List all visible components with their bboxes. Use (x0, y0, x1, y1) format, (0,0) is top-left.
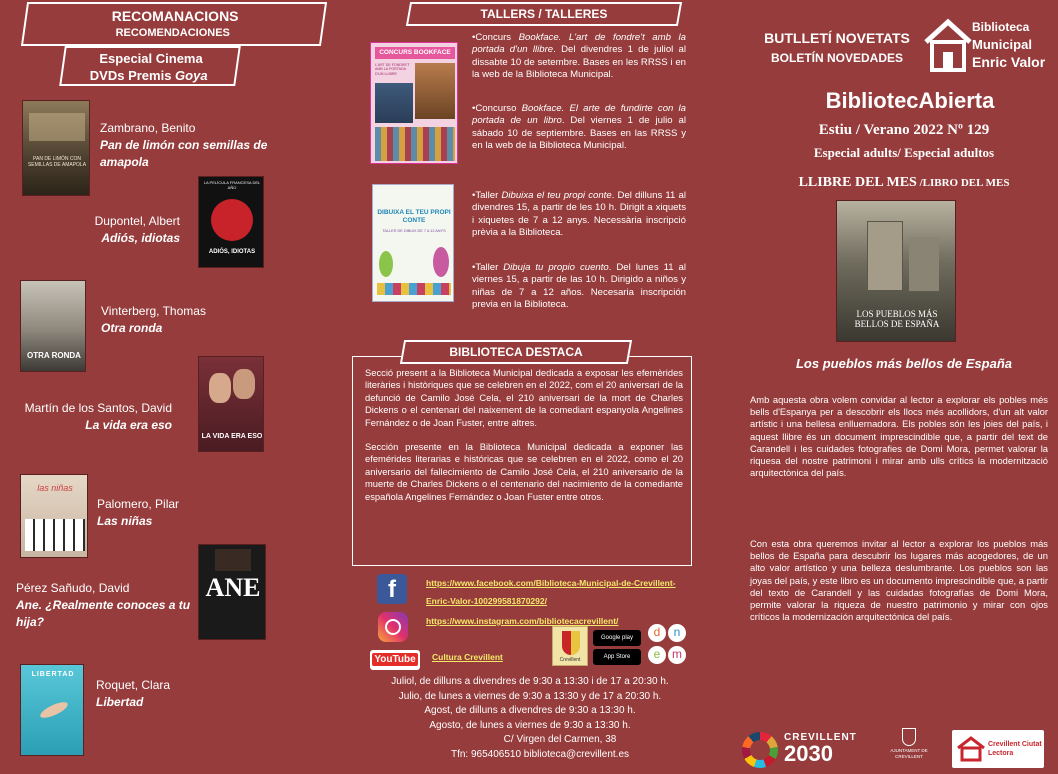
goya-subtitle: DVDs Premis Goya (89, 68, 208, 83)
facebook-icon[interactable]: f (377, 574, 407, 604)
draw-story-poster[interactable] (372, 184, 454, 302)
address: C/ Virgen del Carmen, 38 (503, 734, 617, 745)
featured-text-es: Sección presente en la Biblioteca Municipal dedicada a exponer las efemérides literarias e históricas que se celebren en el 2022, como el 20 aniversario del fallecimiento de Camilo José Cela, el 210 aniversario de la muerte de Charles Dickens o el centenario del nacimiento de la comediante española Angelines Fernández o Joan Fuster entre otros. (365, 441, 683, 502)
book-cover-text: LOS PUEBLOS MÁS BELLOS DE ESPAÑA (854, 309, 940, 329)
workshop-item: •Taller Dibuixa el teu propi conte. Del dilluns 11 al divendres 15, a partir de les 10 h. Dirigit a xiquets i xiquetes de 7 a 12 anys. Necessària inscripció prèvia a la Biblioteca. (472, 190, 686, 239)
film-cover-ane[interactable] (198, 544, 266, 640)
dnem-letter: n (668, 624, 686, 642)
featured-box (352, 356, 692, 566)
cinema-banner (59, 46, 241, 86)
ajuntament-logo (884, 726, 934, 770)
workshops-title: TALLERS / TALLERES (480, 7, 608, 21)
workshop-item: •Concurso Bookface. El arte de fundirte con la portada de un libro. Del viernes 1 de julio al sábado 10 de septiembre. Bases en las RRSS y en la web de la Biblioteca Municipal. (472, 103, 687, 152)
logo-line: Biblioteca (972, 20, 1030, 34)
cover-text: OTRA RONDA (27, 351, 81, 360)
cover-text: ADIÓS, IDIOTAS (208, 249, 256, 255)
cover-text: PAN DE LIMÓN CON SEMILLAS DE AMAPOLA (27, 156, 87, 168)
library-house-icon (922, 16, 974, 74)
cover-text: LIBERTAD (31, 671, 75, 678)
film-cover-pan-de-limon[interactable] (22, 100, 90, 196)
recommendations-title-es: RECOMENDACIONES (115, 27, 230, 39)
film-title: Otra ronda (101, 321, 163, 335)
film-author: Pérez Sañudo, David Ane. ¿Realmente conoces a tu hija? (16, 581, 191, 629)
hours-line: Agost, de dilluns a divendres de 9:30 a 13:30 h. (424, 705, 636, 716)
featured-banner (400, 340, 632, 364)
footer-crevillent: CREVILLENT (784, 732, 857, 743)
google-play-badge[interactable]: Google play (593, 630, 641, 646)
cover-text: ANE (205, 573, 261, 602)
film-cover-la-vida-era-eso[interactable] (198, 356, 264, 452)
season-line: Estiu / Verano 2022 Nº 129 (818, 122, 990, 138)
crevillent-crest-icon (552, 626, 588, 666)
book-of-month-title: Los pueblos más bellos de España (795, 356, 1012, 371)
poster-title: DIBUIXA EL TEU PROPI CONTE (377, 209, 451, 224)
instagram-icon[interactable] (378, 612, 408, 642)
film-cover-otra-ronda[interactable] (20, 280, 86, 372)
workshop-item: •Taller Dibuja tu propio cuento. Del lunes 11 al viernes 15, a partir de las 10 h. Dirigido a niños y niñas de 7 a 12 años. Necesaria inscripción previa en la Biblioteca. (472, 262, 686, 311)
library-logo (922, 16, 1050, 76)
facebook-link[interactable]: https://www.facebook.com/Biblioteca-Municipal-de-Crevillent-Enric-Valor-100299581870292/ (426, 578, 676, 606)
cover-text: las niñas (37, 483, 73, 493)
youtube-link[interactable]: Cultura Crevillent (432, 652, 503, 662)
cinema-subtitle: Especial Cinema (99, 51, 203, 66)
film-title: Adiós, idiotas (101, 231, 180, 245)
opening-hours (350, 675, 710, 762)
footer-2030: 2030 (784, 741, 833, 766)
film-author: Roquet, Clara Libertad (96, 677, 276, 711)
crest-label: Crevillent (559, 657, 581, 663)
youtube-wordmark: YouTube (374, 654, 416, 665)
film-author: Vinterberg, Thomas Otra ronda (101, 303, 281, 337)
dnem-logo[interactable] (646, 624, 690, 666)
brand-title: BibliotecAbierta (825, 88, 995, 113)
recommendations-title-val: RECOMANACIONS (111, 8, 239, 24)
poster-title: CONCURS BOOKFACE (375, 47, 455, 59)
newsletter-title-es: BOLETÍN NOVEDADES (770, 51, 903, 65)
film-author: Martín de los Santos, David La vida era eso (16, 400, 172, 434)
audience-line: Especial adults/ Especial adultos (813, 145, 995, 160)
film-author: Palomero, Pilar Las niñas (97, 496, 277, 530)
poster-subtitle: L'ART DE FONDRE'T AMB LA PORTADA D'UN LLIBRE (375, 63, 410, 76)
hours-line: Agosto, de lunes a viernes de 9:30 a 13:30 h. (429, 719, 631, 731)
cover-top-text: LA PELÍCULA FRANCESA DEL AÑO (203, 180, 261, 190)
film-author: Zambrano, Benito Pan de limón con semillas de amapola (100, 120, 280, 171)
facebook-link-wrap (426, 573, 676, 609)
logo-line: Municipal (972, 37, 1032, 52)
instagram-link[interactable]: https://www.instagram.com/bibliotecacrevillent/ (426, 616, 619, 626)
logo-line: Enric Valor (972, 54, 1046, 70)
youtube-icon[interactable] (370, 650, 420, 670)
workshop-item: •Concurs Bookface. L'art de fondre't amb la portada d'un llibre. Del divendres 1 de juliol al dissabte 10 de setembre. Bases en les RRSS i en la web de la Biblioteca Municipal. (472, 32, 687, 81)
book-description-es: Con esta obra queremos invitar al lector a explorar los pueblos más bellos de España para descubrir los lugares más acogedores, de un alto valor artístico y una belleza deslumbrante. Los pueblos son las joyas del país, y este libro es un documento imprescindible que, a partir del texto de Carandell y las cuidadas fotografías de Domi Mora, permite valorar la riqueza de nuestro patrimonio y mirar con ojos críticos la modernización arquitectónica del país. (750, 538, 1048, 623)
contact: Tfn: 965406510 biblioteca@crevillent.es (450, 748, 630, 760)
film-title: Ane. ¿Realmente conoces a tu hija? (16, 598, 191, 629)
hours-line: Julio, de lunes a viernes de 9:30 a 13:30 y de 17 a 20:30 h. (398, 690, 662, 702)
instagram-link-wrap (426, 611, 676, 629)
poster-subtitle: TALLER DE DIBUIX DE 7 A 12 ANYS (382, 229, 446, 233)
film-title: La vida era eso (85, 418, 172, 432)
crevillent-2030-logo (742, 728, 866, 770)
dnem-letter: m (668, 646, 686, 664)
app-store-badge[interactable]: App Store (593, 649, 641, 665)
footer-ajuntament: AJUNTAMENT DE CREVILLENT (890, 748, 928, 759)
bookface-poster[interactable] (370, 42, 458, 164)
hours-line: Juliol, de dilluns a divendres de 9:30 a 13:30 i de 17 a 20:30 h. (391, 676, 669, 687)
featured-text-val: Secció present a la Biblioteca Municipal dedicada a exposar les efemèrides literàries i històriques que se celebren en el 2022, com el 20 aniversari de la defunció de Camilo José Cela, el 210 aniversari de la mort de Charles Dickens o el centenari del naixement de la comediant espanyola Angelines Fernández o de Joan Fuster, entre altres. (365, 367, 683, 428)
ciutat-lectora-house-icon (956, 736, 986, 762)
footer-ciutat-lectora: Crevillent Ciutat Lectora (988, 741, 1042, 757)
film-author: Dupontel, Albert Adiós, idiotas (80, 213, 180, 247)
ciutat-lectora-logo (952, 730, 1044, 768)
film-cover-adios-idiotas[interactable] (198, 176, 264, 268)
crest-icon (902, 728, 916, 746)
film-title: Las niñas (97, 514, 153, 528)
film-title: Libertad (96, 695, 144, 709)
dnem-letter: e (648, 646, 666, 664)
dnem-letter: d (648, 624, 666, 642)
book-of-month-cover[interactable] (836, 200, 956, 342)
film-cover-libertad[interactable] (20, 664, 84, 756)
cover-text: LA VIDA ERA ESO (201, 433, 263, 440)
newsletter-title-val: BUTLLETÍ NOVETATS (764, 30, 910, 46)
film-title: Pan de limón con semillas de amapola (100, 138, 268, 169)
film-cover-las-ninas[interactable] (20, 474, 88, 558)
book-of-month-heading: LLIBRE DEL MES /LIBRO DEL MES (798, 175, 1010, 190)
book-description-val: Amb aquesta obra volem convidar al lector a explorar els pobles més bells d'Espanya per a descobrir els llocs més acollidors, d'un alt valor artístic i una bellesa enlluernadora. Els pobles són les joies del país, i aquest llibre és un document imprescindible que, a partir del text de Carandell i les cuidades fotografies de Domi Mora, permet valorar la riquesa del nostre patrimoni i mirar amb ulls crítics la modernització arquitectònica del país. (750, 394, 1048, 479)
workshops-banner (406, 2, 682, 26)
featured-title: BIBLIOTECA DESTACA (449, 345, 583, 359)
recommendations-banner (21, 2, 327, 46)
